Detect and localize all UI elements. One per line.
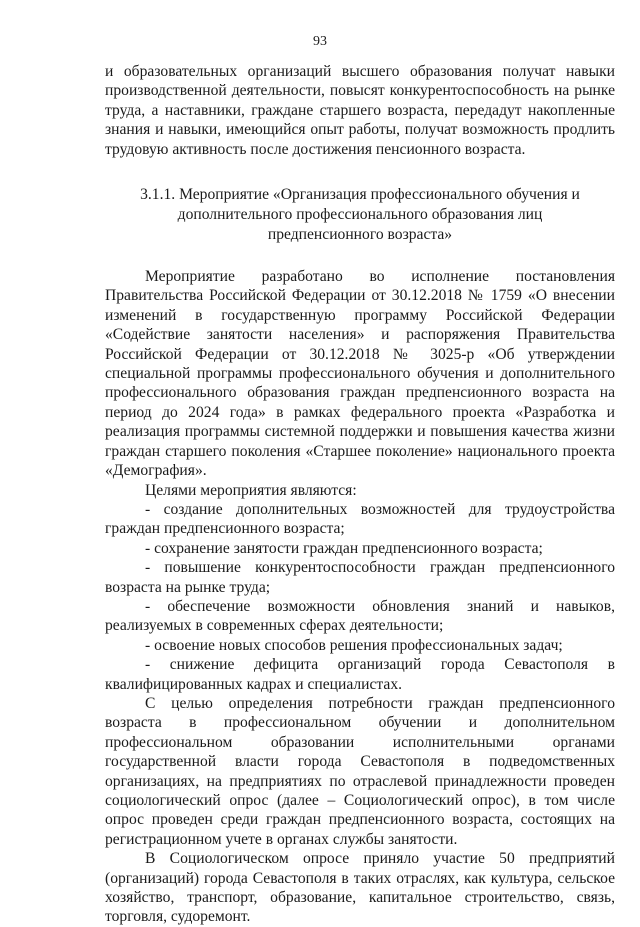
- goal-item: - сохранение занятости граждан предпенсионного возраста;: [145, 539, 543, 557]
- section-heading: 3.1.1. Мероприятие «Организация профессионального обучения и дополнительного профессионального образования лиц предпенсионного возраста»: [140, 186, 580, 244]
- goal-item: - повышение конкурентоспособности граждан предпенсионного возраста на рынке труда;: [105, 559, 615, 596]
- goal-item: - снижение дефицита организаций города Севастополя в квалифицированных кадрах и специалистах.: [105, 656, 615, 693]
- intro-paragraph: и образовательных организаций высшего образования получат навыки производственной деятельности, повысят конкурентоспособность на рынке труда, а наставники, граждане старшего возраста, передадут накопленные знания и навыки, имеющийся опыт работы, получат возможность продлить трудовую активность после достижения пенсионного возраста.: [105, 63, 615, 158]
- survey-paragraph: С целью определения потребности граждан предпенсионного возраста в профессиональном обучении и дополнительном профессиональном образовании исполнительными органами государственной власти города Севастополя в подведомственных организациях, на предприятиях по отраслевой принадлежности проведен социологический опрос (далее – Социологический опрос), в том числе опрос проведен среди граждан предпенсионного возраста, состоящих на регистрационном учете в органах службы занятости.: [105, 694, 615, 848]
- participants-paragraph: В Социологическом опросе приняло участие 50 предприятий (организаций) города Севастополя в таких отраслях, как культура, сельское хозяйство, транспорт, образование, капитальное строительство, связь, торговля, судоремонт.: [105, 850, 615, 926]
- goal-item: - создание дополнительных возможностей для трудоустройства граждан предпенсионного возраста;: [105, 500, 615, 538]
- goals-intro: Целями мероприятия являются:: [145, 481, 357, 499]
- page-number: 93: [313, 34, 327, 49]
- goal-item: - обеспечение возможности обновления знаний и навыков, реализуемых в современных сферах деятельности;: [105, 597, 615, 635]
- document-body: [105, 62, 615, 927]
- goal-item: - освоение новых способов решения профессиональных задач;: [145, 636, 563, 654]
- basis-paragraph: Мероприятие разработано во исполнение постановления Правительства Российской Федерации от 30.12.2018 № 1759 «О внесении изменений в государственную программу Российской Федерации «Содействие занятости населения» и распоряжения Правительства Российской Федерации от 30.12.2018 № 3025-р «Об утверждении специальной программы профессионального обучения и дополнительного профессионального образования граждан предпенсионного возраста на период до 2024 года» в рамках федерального проекта «Разработка и реализация программы системной поддержки и повышения качества жизни граждан старшего поколения «Старшее поколение» национального проекта «Демография».: [105, 268, 615, 480]
